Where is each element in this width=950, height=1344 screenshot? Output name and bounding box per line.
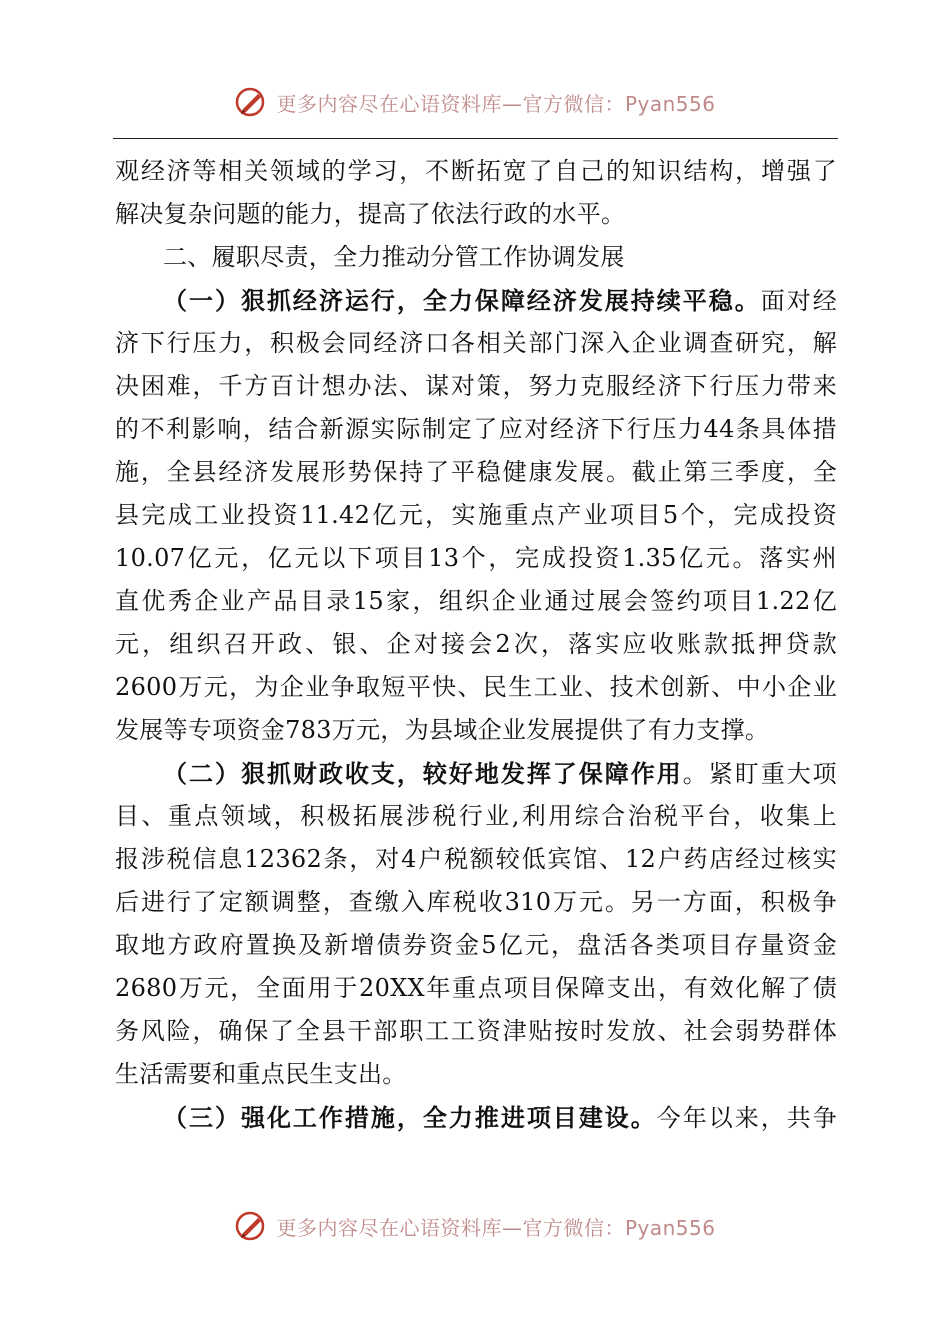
text-line: 2600万元，为企业争取短平快、民生工业、技术创新、中小企业: [115, 673, 837, 701]
text-line: 取地方政府置换及新增债券资金5亿元，盘活各类项目存量资金: [115, 931, 837, 959]
text-line: 的不利影响，结合新源实际制定了应对经济下行压力44条具体措: [115, 415, 837, 443]
text-line: 济下行压力，积极会同经济口各相关部门深入企业调查研究，解: [115, 329, 837, 357]
section-heading: 二、履职尽责，全力推动分管工作协调发展: [163, 243, 625, 271]
text-line: 10.07亿元，亿元以下项目13个，完成投资1.35亿元。落实州: [115, 544, 837, 572]
text-line: 报涉税信息12362条，对4户税额较低宾馆、12户药店经过核实: [115, 845, 837, 873]
pen-logo-icon: [234, 85, 268, 119]
text-run: 。紧盯重大项: [682, 760, 837, 788]
text-line: 直优秀企业产品目录15家，组织企业通过展会签约项目1.22亿: [115, 587, 837, 615]
text-run: 面对经: [760, 287, 837, 315]
footer-banner-text: 更多内容尽在心语资料库—官方微信：Pyan556: [276, 1215, 716, 1240]
footer-banner: [0, 1206, 950, 1246]
text-line: 解决复杂问题的能力，提高了依法行政的水平。: [115, 200, 626, 228]
subsection-3-title: （三）强化工作措施，全力推进项目建设。: [163, 1103, 657, 1132]
document-body: [115, 150, 837, 1139]
text-line: 观经济等相关领域的学习，不断拓宽了自己的知识结构，增强了: [115, 157, 837, 185]
text-line: 后进行了定额调整，查缴入库税收310万元。另一方面，积极争: [115, 888, 837, 916]
header-rule: [113, 138, 838, 139]
text-line: 生活需要和重点民生支出。: [115, 1060, 407, 1088]
text-line: 元，组织召开政、银、企对接会2次，落实应收账款抵押贷款: [115, 630, 837, 658]
text-line: 施，全县经济发展形势保持了平稳健康发展。截止第三季度，全: [115, 458, 837, 486]
subsection-1-first-line: [115, 279, 837, 322]
text-line: 县完成工业投资11.42亿元，实施重点产业项目5个，完成投资: [115, 501, 837, 529]
header-banner: [0, 82, 950, 122]
text-run: 今年以来，共争: [656, 1104, 837, 1132]
pen-logo-icon: [234, 1209, 268, 1243]
text-line: 发展等专项资金783万元，为县域企业发展提供了有力支撑。: [115, 716, 770, 744]
text-line: 2680万元，全面用于20XX年重点项目保障支出，有效化解了债: [115, 974, 837, 1002]
subsection-3-first-line: [115, 1096, 837, 1139]
subsection-2-first-line: [115, 752, 837, 795]
text-line: 务风险，确保了全县干部职工工资津贴按时发放、社会弱势群体: [115, 1017, 837, 1045]
text-line: 决困难，千方百计想办法、谋对策，努力克服经济下行压力带来: [115, 372, 837, 400]
subsection-2-title: （二）狠抓财政收支，较好地发挥了保障作用: [163, 759, 683, 788]
subsection-1-title: （一）狠抓经济运行，全力保障经济发展持续平稳。: [163, 286, 761, 315]
header-banner-text: 更多内容尽在心语资料库—官方微信：Pyan556: [276, 91, 716, 116]
text-line: 目、重点领域，积极拓展涉税行业,利用综合治税平台，收集上: [115, 802, 837, 830]
